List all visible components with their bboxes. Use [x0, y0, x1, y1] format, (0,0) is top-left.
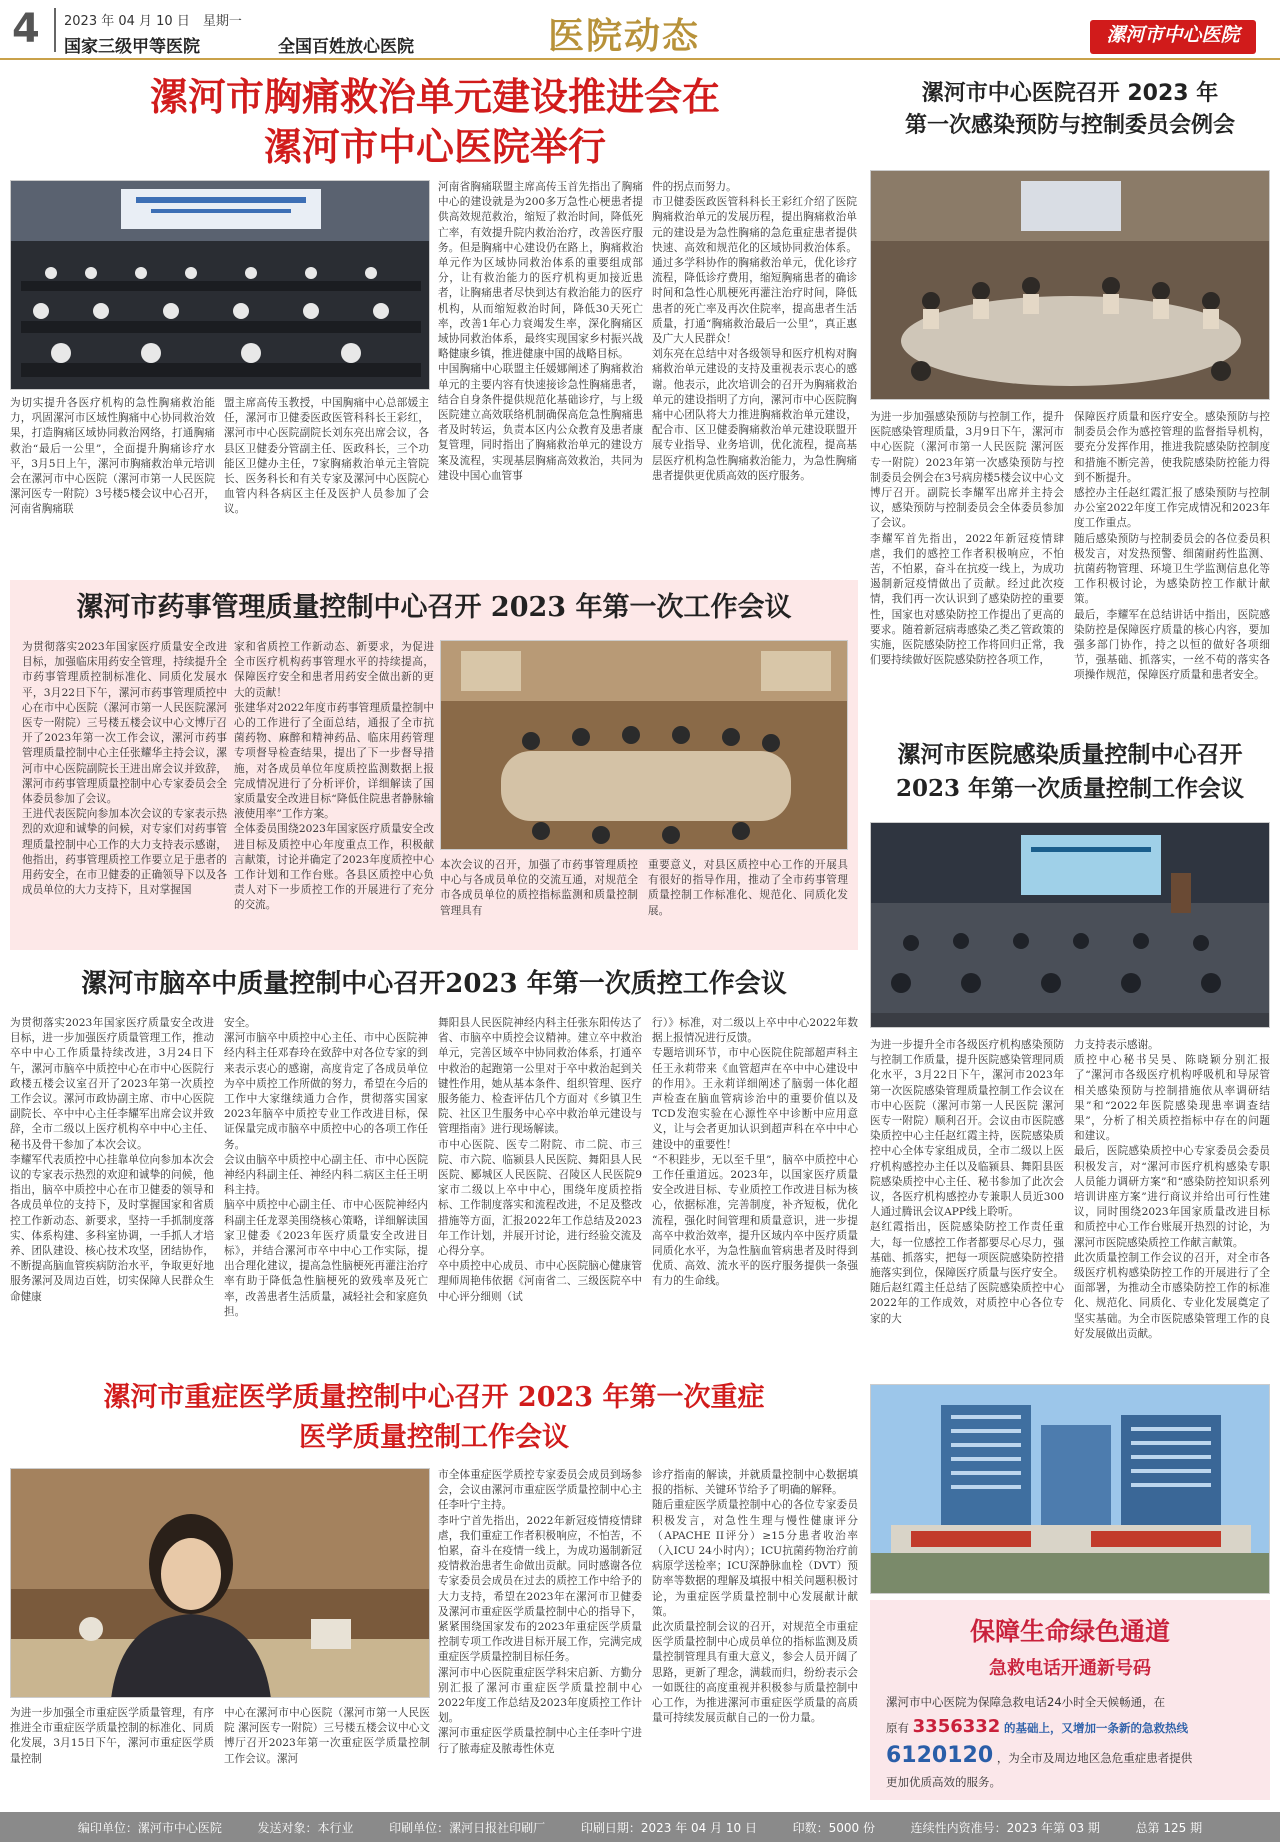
- conference-hall-image: [11, 181, 430, 390]
- article4-title: [870, 738, 1270, 806]
- masthead: [0, 0, 1280, 62]
- article2-title: [870, 78, 1270, 142]
- hotline-ad: [870, 1600, 1270, 1800]
- new-emergency-number: 6120120: [886, 1743, 994, 1768]
- article3-col1: 为贯彻落实2023年国家医疗质量安全改进目标，加强临床用药安全管理，持续提升全市药事管理质控制标准化、同质化发展水平，3月22日下午，漯河市药事管理质控中心在市中心医院（漯河市第一人民医院漯河医专一附院）三号楼五楼会议中心文博厅召开了2023年第一次工作会议，漯河市药事管理质量控制中心主任张耀华主持会议，漯河市中心医院副院长王进出席会议并致辞，漯河市药事管理质量控制中心专家委员会全体委员参加了会议。 王进代表医院向参加本次会议的专家表示热烈的欢迎和诚挚的问候，对专家们对药事管理质量控制中心工作的大力支持表示感谢，他指出，药事管理质控工作要立足于患者的用药安全，在市卫健委的正确领导下以及各成员单位的大力支持下，且对掌握国: [22, 641, 227, 897]
- article4-title-line2: 2023 年第一次质量控制工作会议: [895, 775, 1245, 802]
- article1-title: [20, 72, 850, 172]
- article6-col2: 中心在漯河市中心医院（漯河市第一人民医院 漯河医专一附院）三号楼五楼会议中心文博厅召开2023年第一次重症医学质量控制工作会议。漯河: [224, 1707, 430, 1765]
- article4-photo: [870, 822, 1270, 1028]
- logo-text: 漯河市中心医院: [1106, 24, 1240, 46]
- hotline-line1: 漯河市中心医院为保障急救电话24小时全天候畅通，在: [886, 1695, 1166, 1709]
- article1-col1: 为切实提升各医疗机构的急性胸痛救治能力，巩固漯河市区域性胸痛中心协同救治效果，打造胸痛区域协同救治网络，打通胸痛救治“最后一公里”，全面提升胸痛诊疗水平，3月5日上午，漯河市胸痛救治单元培训会在漯河市中心医院（漯河市第一人民医院 漯河医专一附院）3号楼5楼会议中心召开，河南省胸痛联: [10, 397, 215, 516]
- old-emergency-number: 3356332: [912, 1716, 1001, 1737]
- date-line: 2023 年 04 月 10 日 星期一: [64, 14, 242, 29]
- article1-title-line1: 漯河市胸痛救治单元建设推进会在: [149, 75, 720, 119]
- article6-col1: 为进一步加强全市重症医学质量管理，有序推进全市重症医学质量控制的标准化、同质化发展，3月15日下午，漯河市重症医学质量控制: [10, 1707, 214, 1765]
- article6-title-line2: 医学质量控制工作会议: [299, 1422, 569, 1453]
- article2-col2: 保障医疗质量和医疗安全。感染预防与控制委员会作为感控管理的监督指导机构，要充分发挥作用，推进我院感染防控制度和措施不断完善，使我院感染防控能力得到不断提升。 感控办主任赵红霞汇报了感染预防与控制办公室2022年度工作完成情况和2023年度工作重点。 随后感染预防与控制委员会的各位委员积极发言，对发热预警、细菌耐药性监测、抗菌药物管理、环境卫生学监测信息化等工作积极讨论，为感染防控工作献计献策。 最后，李耀军在总结讲话中指出，医院感染防控是保障医疗质量的核心内容，要加强多部门协作，持之以恒的做好各项细节，强基础、抓落实，一丝不苟的落实各项操作规范，保障医疗质量和患者安全。: [1074, 411, 1270, 682]
- slogan-2: 全国百姓放心医院: [278, 37, 414, 57]
- article5-title: 漯河市脑卒中质量控制中心召开2023 年第一次质控工作会议: [81, 969, 787, 999]
- masthead-rule: [0, 58, 1280, 60]
- article5-col2: 安全。 漯河市脑卒中质控中心主任、市中心医院神经内科主任邓春玲在致辞中对各位专家的到来表示衷心的感谢，高度肯定了各成员单位为卒中质控工作所做的努力，希望在今后的工作中大家继续通力合作，贯彻落实国家2023年脑卒中质控专业工作改进目标，保证保量完成市脑卒中质控中心的各项工作任务。 会议由脑卒中质控中心副主任、市中心医院神经内科副主任、神经内科二病区主任王明科主持。 脑卒中质控中心副主任、市中心医院神经内科副主任龙翠美围绕核心策略，详细解读国家卫健委《2023年医疗质量安全改进目标》，并结合漯河市卒中中心工作实际，提出合理化建议，提高急性脑梗死再灌注治疗率有助于降低急性脑梗死的致残率及死亡率，改善患者生活质量，减轻社会和家庭负担。: [224, 1017, 428, 1318]
- footer-print-date: 印刷日期：2023 年 04 月 10 日: [580, 1820, 757, 1835]
- footer-bar: [0, 1812, 1280, 1842]
- hotline-line3: [886, 1743, 1254, 1768]
- article2-col1: 为进一步加强感染预防与控制工作，提升医院感染管理质量，3月9日下午，漯河市中心医院（漯河市第一人民医院 漯河医专一附院）2023年第一次感染预防与控制委员会例会在3号病房楼5楼会议中心文博厅召开。副院长李耀军出席并主持会议，感染预防与控制委员会全体委员参加了会议。 李耀军首先指出，2022年新冠疫情肆虐，我们的感控工作者积极响应，不怕苦，不怕累，奋斗在抗疫一线上，为成功遏制新冠疫情做出了贡献。经过此次疫情，我们再一次认识到了感染防控的重要性，国家也对感染防控工作提出了更高的要求。随着新冠病毒感染乙类乙管政策的实施，医院感染防控工作将回归正常，我们要持续做好医院感染防控各项工作，: [870, 411, 1064, 667]
- lecture-hall-image: [871, 823, 1270, 1028]
- speaker-portrait-image: [11, 1469, 430, 1698]
- article3-col4: 重要意义，对县区质控中心工作的开展具有很好的指导作用，推动了全市药事管理质量控制工作标准化、规范化、同质化发展。: [648, 859, 848, 917]
- article4-col2: 力支持表示感谢。 质控中心秘书吴昊、陈晓颖分别汇报了“漯河市各级医疗机构呼吸机和导尿管相关感染预防与控制措施依从率调研结果”和“2022年医院感染现患率调查结果”，分析了相关质控指标中存在的问题和建议。 最后，医院感染质控中心专家委员会委员积极发言，对“漯河市医疗机构感染专职人员能力调研方案”和“感染防控知识系列培训讲座方案”进行商议并给出可行性建议，同时围绕2023年国家质量改进目标和质控中心工作台账展开热烈的讨论，为漯河市医院感染质控工作献言献策。 此次质量控制工作会议的召开，对全市各级医疗机构感染防控工作的开展进行了全面部署，为推动全市感染防控工作的标准化、规范化、同质化、专业化发展奠定了坚实基础。为全市医院感染管理工作的良好发展做出贡献。: [1074, 1039, 1270, 1340]
- article1-col2: 盟主席高传玉教授，中国胸痛中心总部媛主任，漯河市卫健委医政医管科科长王彩红，漯河市中心医院副院长刘东亮出席会议，各县区卫健委分管副主任、医政科长，三个功能区卫健办主任，7家胸痛救治单元主管院长、医务科长和有关专家及漯河中心医院心血管内科各病区主任及医护人员参加了会议。: [224, 397, 429, 516]
- article1-col3: 河南省胸痛联盟主席高传玉首先指出了胸痛中心的建设就是为200多万急性心梗患者提供高效规范救治，缩短了救治时间，降低死亡率，有效提升院内救治治疗，改善医疗服务。但是胸痛中心建设仍在路上，胸痛救治单元作为区域协同救治体系的重要组成部分，让有救治能力的医疗机构更加接近患者，让胸痛患者尽快到达有救治能力的医疗机构，从而缩短救治时间，降低30天死亡率，改善1年心力衰竭发生率，深化胸痛区域协同救治体系，最终实现国家乡村振兴战略健康乡镇，推进健康中国的战略目标。 中国胸痛中心联盟主任媛娜阐述了胸痛救治单元的主要内容有快速接诊急性胸痛患者，结合自身条件提供规范化基础诊疗，与上级医院建立高效联络机制确保高危急性胸痛患者及时转运，负责本区内公众教育及患者康复管理，同时指出了胸痛救治单元的建设方案及流程，实现基层胸痛高效救治，共同为建设中国心血管事: [438, 181, 643, 482]
- article6-col4: 诊疗指南的解读，并就质量控制中心数据填报的指标、关键环节给予了明确的解释。 随后重症医学质量控制中心的各位专家委员积极发言，对急性生理与慢性健康评分（APACHE II评分）≥15分患者收治率（入ICU 24小时内）；ICU抗菌药物治疗前病原学送检率；ICU深静脉血栓（DVT）预防率等数据的理解及填报中相关问题积极讨论，为重症医学质量控制中心发展献计献策。 此次质量控制会议的召开，对规范全市重症医学质量控制中心成员单位的指标监测及质量控制管理具有重大意义，参会人员开阔了思路，更新了理念，满载而归，纷纷表示会一如既往的高度重视并积极参与质量控制中心工作，为推进漯河市重症医学质量的高质量可持续发展贡献自己的一份力量。: [652, 1469, 858, 1725]
- hotline-subheading: 急救电话开通新号码: [989, 1658, 1151, 1679]
- hotline-line2: [886, 1716, 1254, 1737]
- footer-total: 总第 125 期: [1135, 1820, 1203, 1835]
- article3-col3: 本次会议的召开，加强了市药事管理质控中心与各成员单位的交流互通，对规范全市各成员单位的质控指标监测和质量控制管理具有: [440, 859, 638, 917]
- article6-col3: 市全体重症医学质控专家委员会成员到场参会，会议由漯河市重症医学质量控制中心主任李叶宁主持。 李叶宁首先指出，2022年新冠疫情疫情肆虐，我们重症工作者积极响应，不怕苦，不怕累，奋斗在疫情一线上，为成功遏制新冠疫情救治患者生命做出贡献。同时感谢各位专家委员会成员在过去的质控工作中给予的大力支持，希望在2023年在漯河市卫健委及漯河市重症医学质量控制中心的指导下，紧紧围绕国家发布的2023年重症医学质量控制专项工作改进目标开展工作，完满完成重症医学质量控制目标任务。 漯河市中心医院重症医学科宋启新、方勤分别汇报了漯河市重症医学质量控制中心2022年度工作总结及2023年度质控工作计划。 漯河市重症医学质量控制中心主任李叶宁进行了脓毒症及脓毒性休克: [438, 1469, 642, 1755]
- hotline-line3-post: ，为全市及周边地区急危重症患者提供: [996, 1751, 1193, 1765]
- article4-title-line1: 漯河市医院感染质量控制中心召开: [897, 741, 1243, 768]
- footer-editor: 编印单位：漯河市中心医院: [77, 1820, 222, 1835]
- article3-col2: 家和省质控工作新动态、新要求，为促进全市医疗机构药事管理水平的持续提高，保障医疗安全和患者用药安全做出新的更大的贡献！ 张建华对2022年度市药事管理质量控制中心的工作进行了全面总结，通报了全市抗菌药物、麻醉和精神药品、临床用药管理专项督导检查结果，提出了下一步督导措施，对各成员单位年度质控监测数据上报完成情况进行了分析评价，详细解读了国家质量安全改进目标“降低住院患者静脉输液使用率”工作方案。 全体委员围绕2023年国家医疗质量安全改进目标及质控中心年度重点工作，积极献言献策，讨论并确定了2023年度质控中心工作计划和工作台账。各县区质控中心负责人对下一步质控工作的开展进行了充分的交流。: [234, 641, 434, 912]
- article1-photo: [10, 180, 430, 390]
- section-title: 医院动态: [548, 15, 701, 57]
- article6-title-line1: 漯河市重症医学质量控制中心召开 2023 年第一次重症: [103, 1382, 765, 1413]
- slogan-1: 国家三级甲等医院: [64, 37, 200, 57]
- article2-photo: [870, 170, 1270, 400]
- article2-title-line2: 第一次感染预防与控制委员会例会: [904, 113, 1235, 138]
- footer-audience: 发送对象：本行业: [257, 1820, 354, 1835]
- footer-copies: 印数：5000 份: [792, 1820, 876, 1835]
- article1-title-line2: 漯河市中心医院举行: [263, 125, 606, 169]
- masthead-divider: [54, 8, 56, 52]
- article5-col4: 行）》标准，对二级以上卒中中心2022年数据上报情况进行反馈。 专题培训环节，市中心医院住院部超声科主任王永莉带来《血管超声在卒中中心建设中的作用》。王永莉详细阐述了脑弱一体化超声检查在脑血管病诊治中的重要价值以及TCD发泡实验在心源性卒中诊断中应用意义，让与会者更加认识到超声科在卒中中心建设中的重要性！ “不积跬步，无以至千里”，脑卒中质控中心工作任重道远。2023年，以国家医疗质量安全改进目标、专业质控工作改进目标为核心，依据标准，完善制度，补齐短板，优化流程，强化时间管理和质量意识，进一步提高卒中救治效率，提升区域内卒中医疗质量同质化水平，为急性脑血管病患者及时得到优质、高效、流水平的医疗服务提供一条强有力的生命线。: [652, 1017, 858, 1288]
- footer-serial: 连续性内资准号：2023 年第 03 期: [910, 1820, 1100, 1835]
- page-number: 4: [12, 6, 40, 52]
- article4-col1: 为进一步提升全市各级医疗机构感染预防与控制工作质量，提升医院感染管理同质化水平，3月22日下午，漯河市2023年第一次医院感染管理质量控制工作会议在市中心医院（漯河市第一人民医院 漯河医专一附院）顺利召开。会议由市医院感染质控中心主任赵红霞主持，医院感染质控中心全体专家组成员，全市二级以上医疗机构感控办主任以及临颍县、舞阳县医院感染质控中心主任、秘书参加了此次会议，各医疗机构感控办专兼职人员近300人通过腾讯会议APP线上聆听。 赵红霞指出，医院感染防控工作责任重大，每一位感控工作者都要尽心尽力，强基础、抓落实，把每一项医院感染防控措施落实到位，保障医疗质量与医疗安全。随后赵红霞主任总结了医院感染质控中心2022年的工作成效，对质控中心各位专家的大: [870, 1039, 1064, 1325]
- hospital-building-image: [871, 1385, 1270, 1594]
- article3-title: 漯河市药事管理质量控制中心召开 2023 年第一次工作会议: [76, 592, 792, 623]
- hospital-building-photo: [870, 1384, 1270, 1594]
- article2-title-line1: 漯河市中心医院召开 2023 年: [921, 81, 1219, 106]
- article5-col3: 舞阳县人民医院神经内科主任张东阳传达了省、市脑卒中质控会议精神。建立卒中救治单元，完善区域卒中协同救治体系，打通卒中救治的起跑第一公里对于卒中救治起到关键性作用，她从基本条件、组织管理、医疗服务能力、检查评估几个方面对《乡镇卫生院、社区卫生服务中心卒中救治单元建设与管理指南》进行现场解读。 市中心医院、医专二附院、市二院、市三院、市六院、临颍县人民医院、舞阳县人民医院、郾城区人民医院、召陵区人民医院9家市二级以上卒中中心，围绕年度质控指标、工作制度落实和流程改进，不足及整改措施等方面，汇报2022年工作总结及2023年工作计划，并展开讨论，进行经验交流及心得分享。 卒中质控中心成员、市中心医院脑心健康管理师周艳伟依据《河南省二、三级医院卒中中心评分细则（试: [438, 1017, 642, 1303]
- hotline-line2-post: 的基础上，又增加一条新的急救热线: [1003, 1721, 1188, 1735]
- footer-printer: 印刷单位：漯河日报社印刷厂: [389, 1820, 546, 1835]
- article5-col1: 为贯彻落实2023年国家医疗质量安全改进目标，进一步加强医疗质量管理工作，推动卒中中心工作质量持续改进，3月24日下午，漯河市脑卒中质控中心在市中心医院行政楼五楼会议室召开了2023年第一次质控工作会议。漯河市政协副主席、市中心医院副院长、卒中中心主任李耀军出席会议并致辞，全市二级以上医疗机构卒中中心主任、秘书及骨干参加了本次会议。 李耀军代表质控中心挂靠单位向参加本次会议的专家表示热烈的欢迎和诚挚的问候，他指出，脑卒中质控中心在市卫健委的领导和各成员单位的支持下，及时掌握国家和省质控工作新动态、新要求，坚持一手抓制度落实、体系构建、多科室协调，一手抓人才培养、团队建设、核心技术攻坚，团结协作，不断提高脑血管疾病防治水平，争取更好地服务漯河及周边百姓，切实保障人民群众生命健康: [10, 1017, 214, 1303]
- article6-photo: [10, 1468, 430, 1698]
- article3-photo: [440, 640, 848, 850]
- hotline-line4: 更加优质高效的服务。: [886, 1775, 1001, 1789]
- hotline-heading: 保障生命绿色通道: [969, 1617, 1170, 1646]
- article6-title: [10, 1378, 858, 1458]
- boardroom-image: [441, 641, 848, 850]
- hotline-line2-pre: 原有: [886, 1721, 909, 1735]
- article1-col4: 件的拐点而努力。 市卫健委医政医管科科长王彩红介绍了医院胸痛救治单元的发展历程，提出胸痛救治单元的建设是为急性胸痛的急危重症患者提供快速、高效和规范化的区域协同救治体系。通过多学科协作的胸痛救治单元，优化诊疗流程，降低诊疗费用，缩短胸痛患者的确诊时间和急性心肌梗死再灌注治疗时间，降低患者的死亡率及再次住院率，提高患者生活质量，打通“胸痛救治最后一公里”，真正惠及广大人民群众！ 刘东亮在总结中对各级领导和医疗机构对胸痛救治单元建设的支持及重视表示衷心的感谢。他表示，此次培训会的召开为胸痛救治单元的建设指明了方向，漯河市中心医院胸痛中心团队将大力推进胸痛救治单元建设，配合市、区卫健委胸痛救治单元建设联盟开展专业指导、业务培训，优化流程，提高基层医疗机构急性胸痛救治能力，为急性胸痛患者提供更优质高效的医疗服务。: [652, 181, 857, 482]
- meeting-room-image: [871, 171, 1270, 400]
- hospital-logo: [1090, 20, 1256, 54]
